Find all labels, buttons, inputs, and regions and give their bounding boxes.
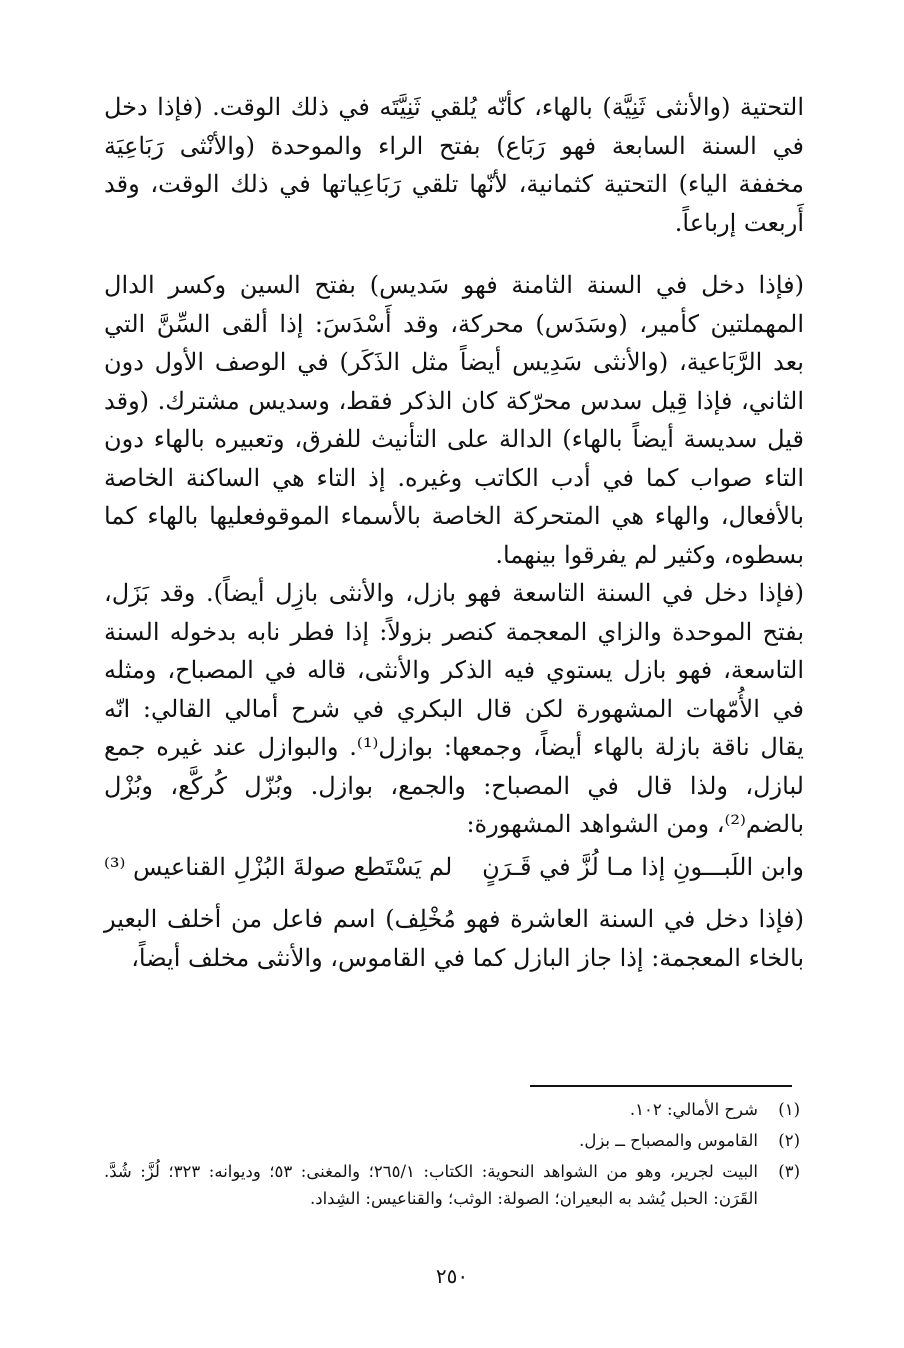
- footnotes: [104, 1096, 800, 1216]
- footnote-number: (٣): [778, 1162, 800, 1181]
- poem-hemistich-first: وابن اللَبـــونِ إذا مـا لُزَّ في قَـرَنٍ: [482, 852, 804, 881]
- poem-verse: [104, 848, 804, 887]
- footnote-item: [104, 1127, 800, 1154]
- page-number: ٢٥٠: [435, 1264, 469, 1288]
- footnote-number: (١): [778, 1100, 800, 1119]
- footnote-item: [104, 1158, 800, 1212]
- paragraph-3: (فإذا دخل في السنة التاسعة فهو بازل، والأنثى بازِل أيضاً). وقد بَزَل، بفتح الموحدة والزاي المعجمة كنصر بزولاً: إذا فطر نابه بدخوله السنة التاسعة، فهو بازل يستوي فيه الذكر والأنثى، قاله في المصباح، ومثله في الأُمّهات المشهورة لكن قال البكري في شرح أمالي القالي: انّه يقال ناقة بازلة بالهاء أيضاً، وجمعها: بوازل⁽¹⁾. والبوازل عند غيره جمع لبازل، ولذا قال في المصباح: والجمع، بوازل. وبُزّل كُركَّع، وبُزْل بالضم⁽²⁾، ومن الشواهد المشهورة:: [104, 579, 804, 838]
- footnote-text: القاموس والمصباح ــ بزل.: [579, 1131, 758, 1150]
- footnote-text: شرح الأمالي: ١٠٢.: [629, 1100, 758, 1119]
- paragraph-2: (فإذا دخل في السنة الثامنة فهو سَديس) بفتح السين وكسر الدال المهملتين كأمير، (وسَدَس) محركة، وقد أَسْدَسَ: إذا ألقى السِّنَّ التي بعد الرَّبَاعية، (والأنثى سَدِيس أيضاً مثل الذَكَر) في الوصف الأول دون الثاني، فإذا قِيل سدس محرّكة كان الذكر فقط، وسديس مشترك. (وقد قيل سديسة أيضاً بالهاء) الدالة على التأنيث للفرق، وتعبيره بالهاء دون التاء صواب كما في أدب الكاتب وغيره. إذ التاء هي الساكنة الخاصة بالأفعال، والهاء هي المتحركة الخاصة بالأسماء الموقوفعليها بالهاء كما بسطوه، وكثير لم يفرقوا بينهما.: [104, 271, 804, 569]
- footnote-number: (٢): [778, 1131, 800, 1150]
- footnote-separator: [530, 1085, 792, 1087]
- main-text: [104, 88, 804, 977]
- poem-hemistich-second: لم يَسْتَطع صولةَ البُزْلِ القناعيس ⁽³⁾: [104, 852, 453, 881]
- footnote-text: البيت لجرير، وهو من الشواهد النحوية: الكتاب: ٢٦٥/١؛ والمغنى: ٥٣؛ وديوانه: ٣٢٣؛ لُزَّ: شُدَّ. القَرَن: الحبل يُشد به البعيران؛ الصولة: الوثب؛ والقناعيس: الشِداد.: [104, 1162, 758, 1208]
- paragraph-1: التحتية (والأنثى ثَنِيَّة) بالهاء، كأنّه يُلقي ثَنِيَّتَه في ذلك الوقت. (فإذا دخل في السنة السابعة فهو رَبَاع) بفتح الراء والموحدة (والأنْثى رَبَاعِيَة مخففة الياء) التحتية كثمانية، لأنّها تلقي رَبَاعِياتها في ذلك الوقت، وقد أَربعت إرباعاً.: [104, 93, 804, 237]
- footnote-item: [104, 1096, 800, 1123]
- paragraph-4: (فإذا دخل في السنة العاشرة فهو مُخْلِف) اسم فاعل من أخلف البعير بالخاء المعجمة: إذا جاز البازل كما في القاموس، والأنثى مخلف أيضاً،: [104, 905, 804, 972]
